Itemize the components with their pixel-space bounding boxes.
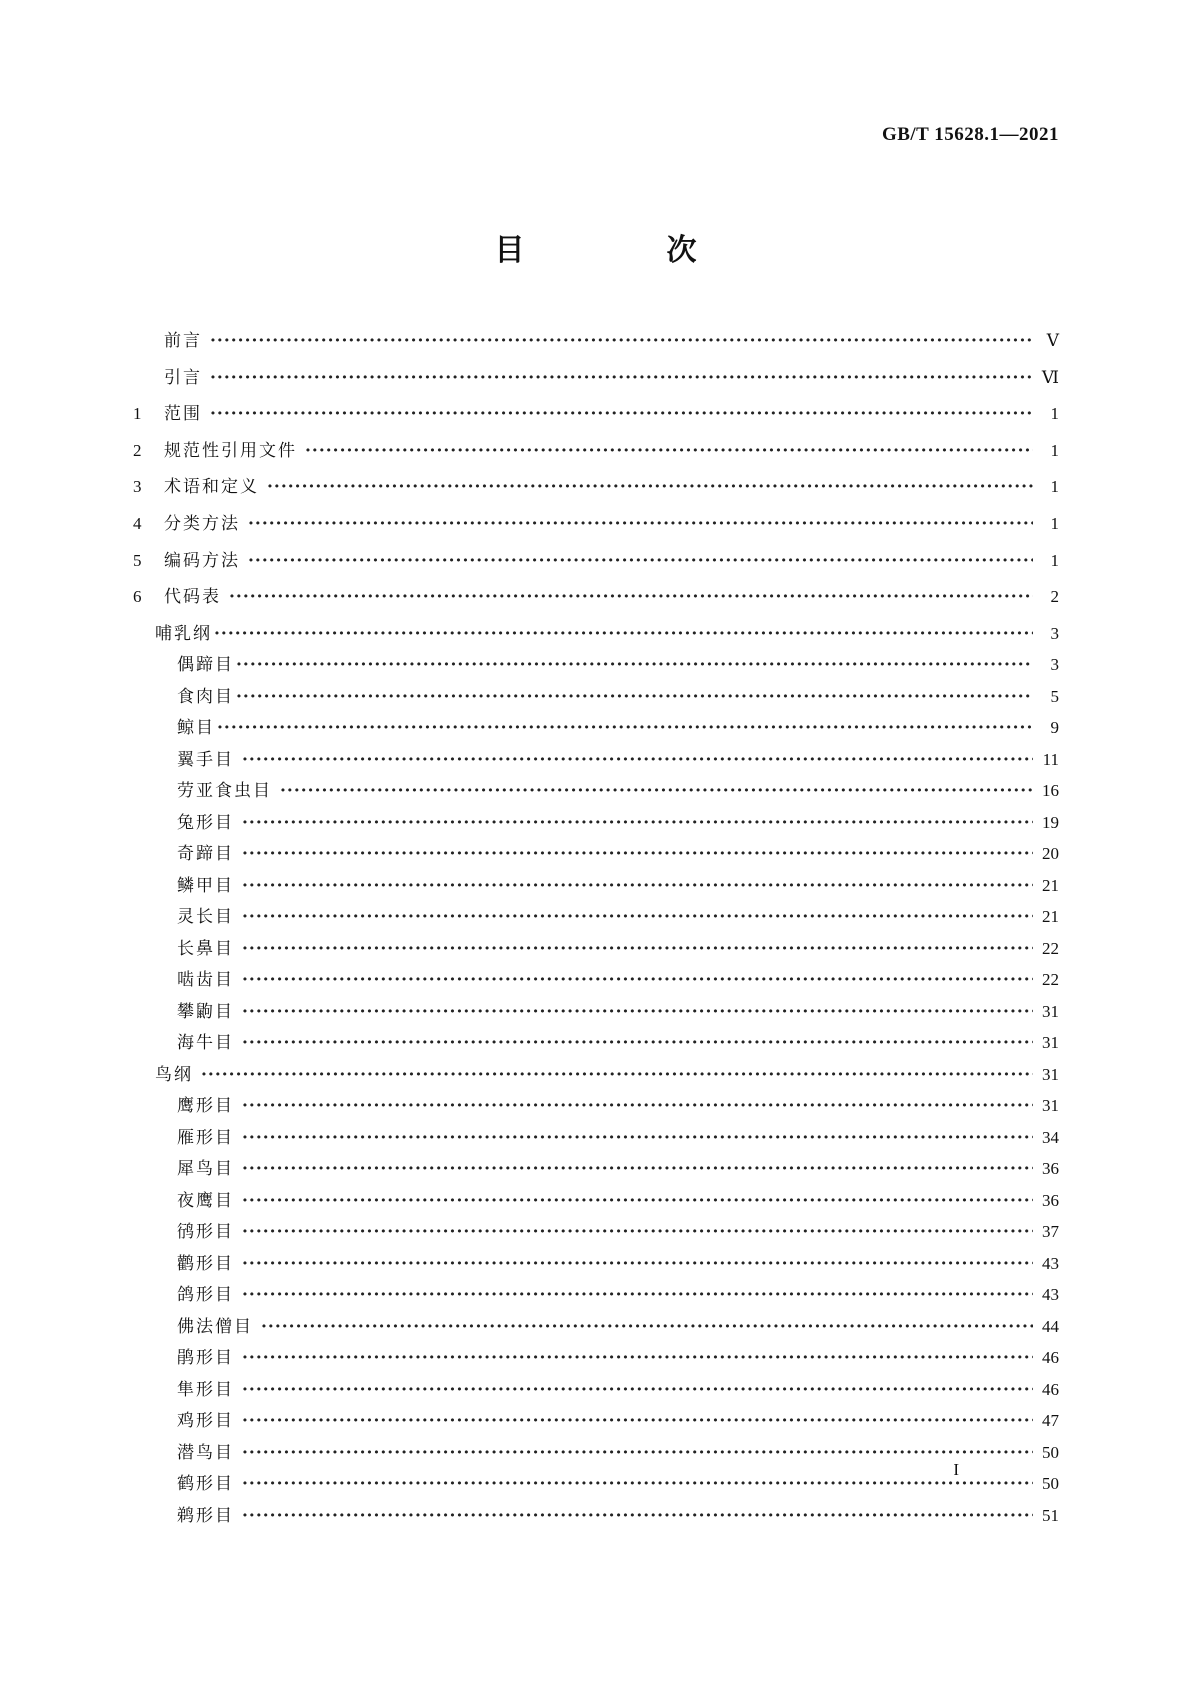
toc-dot-leader — [242, 970, 1033, 990]
toc-entry-label: 食肉目 — [177, 686, 234, 707]
toc-entry[interactable] — [133, 326, 1059, 363]
table-of-contents — [133, 326, 1059, 1532]
toc-entry-page: 46 — [1042, 1379, 1059, 1399]
toc-dot-leader — [242, 1128, 1033, 1148]
toc-dot-leader — [280, 781, 1033, 801]
toc-entry-page: 3 — [1050, 623, 1059, 643]
toc-dot-leader — [242, 876, 1033, 896]
toc-entry-label: 犀鸟目 — [177, 1159, 234, 1180]
toc-dot-leader — [242, 1380, 1033, 1400]
toc-entry-page: 31 — [1042, 1096, 1059, 1116]
toc-entry-page: Ⅵ — [1041, 367, 1059, 387]
toc-dot-leader — [248, 551, 1033, 571]
toc-entry-page: 1 — [1050, 404, 1059, 424]
toc-entry-number: 4 — [133, 513, 142, 533]
toc-dot-leader — [242, 1411, 1033, 1431]
toc-entry-label: 兔形目 — [177, 812, 234, 833]
toc-dot-leader — [201, 1065, 1033, 1085]
toc-dot-leader — [210, 404, 1033, 424]
toc-entry-label: 代码表 — [164, 587, 221, 608]
toc-entry[interactable] — [133, 682, 1059, 714]
toc-dot-leader — [242, 1096, 1033, 1116]
toc-entry-page: 3 — [1050, 655, 1059, 675]
toc-entry[interactable] — [133, 1406, 1059, 1438]
toc-entry[interactable] — [133, 745, 1059, 777]
toc-dot-leader — [242, 1159, 1033, 1179]
toc-entry-page: 31 — [1042, 1001, 1059, 1021]
toc-entry-page: 31 — [1042, 1033, 1059, 1053]
toc-entry[interactable] — [133, 363, 1059, 400]
toc-entry-label: 灵长目 — [177, 907, 234, 928]
toc-dot-leader — [242, 1254, 1033, 1274]
toc-entry-page: 37 — [1042, 1222, 1059, 1242]
toc-entry-page: 22 — [1042, 938, 1059, 958]
toc-dot-leader — [261, 1317, 1033, 1337]
toc-entry-page: 46 — [1042, 1348, 1059, 1368]
toc-dot-leader — [242, 1222, 1033, 1242]
toc-entry-label: 鳞甲目 — [177, 875, 234, 896]
toc-entry-label: 佛法僧目 — [177, 1316, 253, 1337]
toc-entry-label: 夜鹰目 — [177, 1190, 234, 1211]
toc-dot-leader — [210, 331, 1033, 351]
toc-entry[interactable] — [133, 1186, 1059, 1218]
toc-entry-label: 哺乳纲 — [155, 623, 212, 644]
toc-entry[interactable] — [133, 582, 1059, 619]
toc-dot-leader — [236, 655, 1033, 675]
toc-entry-label: 鹈形目 — [177, 1505, 234, 1526]
toc-entry-label: 潜鸟目 — [177, 1442, 234, 1463]
toc-entry-page: 1 — [1050, 513, 1059, 533]
toc-entry-page: 20 — [1042, 844, 1059, 864]
toc-entry-number: 3 — [133, 477, 142, 497]
toc-entry-page: 34 — [1042, 1127, 1059, 1147]
toc-entry-page: 21 — [1042, 907, 1059, 927]
toc-entry[interactable] — [133, 1249, 1059, 1281]
toc-entry-page: 1 — [1050, 477, 1059, 497]
toc-entry[interactable] — [133, 1501, 1059, 1533]
toc-entry-page: 51 — [1042, 1505, 1059, 1525]
toc-entry[interactable] — [133, 871, 1059, 903]
toc-entry-label: 规范性引用文件 — [164, 440, 297, 461]
toc-dot-leader — [217, 718, 1033, 738]
toc-entry-page: 44 — [1042, 1316, 1059, 1336]
toc-entry[interactable] — [133, 1280, 1059, 1312]
toc-dot-leader — [242, 1348, 1033, 1368]
toc-entry[interactable] — [133, 1123, 1059, 1155]
toc-entry[interactable] — [133, 965, 1059, 997]
toc-entry-label: 啮齿目 — [177, 970, 234, 991]
toc-entry-page: 22 — [1042, 970, 1059, 990]
page-number: I — [953, 1460, 959, 1479]
toc-entry-page: Ⅴ — [1046, 331, 1059, 350]
toc-entry-number: 6 — [133, 587, 142, 607]
toc-dot-leader — [214, 624, 1033, 644]
toc-entry[interactable] — [133, 1154, 1059, 1186]
toc-entry-page: 36 — [1042, 1159, 1059, 1179]
toc-entry[interactable] — [133, 1028, 1059, 1060]
toc-entry-label: 奇蹄目 — [177, 844, 234, 865]
standard-number: GB/T 15628.1—2021 — [881, 124, 1059, 145]
toc-entry[interactable] — [133, 1312, 1059, 1344]
toc-entry-label: 范围 — [164, 404, 202, 425]
toc-entry[interactable] — [133, 1438, 1059, 1470]
toc-entry-page: 1 — [1050, 440, 1059, 460]
toc-entry[interactable] — [133, 1217, 1059, 1249]
toc-dot-leader — [229, 587, 1033, 607]
toc-dot-leader — [242, 1443, 1033, 1463]
toc-entry[interactable] — [133, 619, 1059, 651]
toc-entry-label: 劳亚食虫目 — [177, 781, 272, 802]
toc-entry-label: 鸡形目 — [177, 1411, 234, 1432]
toc-entry-label: 鹤形目 — [177, 1474, 234, 1495]
toc-entry[interactable] — [133, 399, 1059, 436]
toc-entry[interactable] — [133, 1060, 1059, 1092]
toc-entry[interactable] — [133, 650, 1059, 682]
toc-dot-leader — [242, 939, 1033, 959]
toc-entry-label: 前言 — [164, 331, 202, 351]
toc-dot-leader — [242, 907, 1033, 927]
toc-entry-page: 16 — [1042, 781, 1059, 801]
toc-dot-leader — [210, 368, 1033, 388]
page-title: 目 次 — [494, 233, 753, 268]
toc-entry-label: 攀鼩目 — [177, 1001, 234, 1022]
toc-entry-label: 鹃形目 — [177, 1348, 234, 1369]
toc-entry[interactable] — [133, 713, 1059, 745]
toc-entry-page: 43 — [1042, 1285, 1059, 1305]
toc-dot-leader — [267, 477, 1033, 497]
toc-entry[interactable] — [133, 902, 1059, 934]
toc-dot-leader — [242, 1506, 1033, 1526]
toc-entry-page: 5 — [1050, 686, 1059, 706]
toc-entry-page: 31 — [1042, 1064, 1059, 1084]
toc-entry-label: 鲸目 — [177, 718, 215, 739]
toc-dot-leader — [242, 813, 1033, 833]
toc-entry[interactable] — [133, 839, 1059, 871]
toc-entry-page: 50 — [1042, 1474, 1059, 1494]
toc-entry[interactable] — [133, 436, 1059, 473]
toc-dot-leader — [242, 844, 1033, 864]
toc-dot-leader — [242, 1033, 1033, 1053]
toc-entry-page: 1 — [1050, 550, 1059, 570]
toc-entry-label: 鸽形目 — [177, 1285, 234, 1306]
toc-entry-label: 鹰形目 — [177, 1096, 234, 1117]
toc-entry-label: 引言 — [164, 367, 202, 388]
toc-entry-page: 43 — [1042, 1253, 1059, 1273]
toc-entry[interactable] — [133, 808, 1059, 840]
toc-entry-page: 36 — [1042, 1190, 1059, 1210]
toc-entry-label: 海牛目 — [177, 1033, 234, 1054]
toc-entry[interactable] — [133, 546, 1059, 583]
toc-entry-page: 21 — [1042, 875, 1059, 895]
toc-dot-leader — [242, 1474, 1033, 1494]
toc-entry-label: 鸻形目 — [177, 1222, 234, 1243]
toc-entry[interactable] — [133, 1469, 1059, 1501]
toc-dot-leader — [236, 687, 1033, 707]
toc-entry-page: 11 — [1042, 749, 1059, 769]
toc-entry-page: 19 — [1042, 812, 1059, 832]
toc-entry-number: 2 — [133, 440, 142, 460]
toc-entry-label: 术语和定义 — [164, 477, 259, 498]
toc-dot-leader — [248, 514, 1033, 534]
toc-entry-label: 长鼻目 — [177, 938, 234, 959]
toc-dot-leader — [242, 1191, 1033, 1211]
toc-entry-page: 50 — [1042, 1442, 1059, 1462]
toc-entry-number: 5 — [133, 550, 142, 570]
toc-entry[interactable] — [133, 776, 1059, 808]
toc-entry[interactable] — [133, 997, 1059, 1029]
toc-entry[interactable] — [133, 934, 1059, 966]
toc-entry-label: 鸟纲 — [155, 1064, 193, 1085]
toc-dot-leader — [242, 750, 1033, 770]
toc-dot-leader — [242, 1002, 1033, 1022]
toc-entry-page: 9 — [1050, 718, 1059, 738]
toc-entry-number: 1 — [133, 404, 142, 424]
toc-entry[interactable] — [133, 472, 1059, 509]
toc-entry[interactable] — [133, 1375, 1059, 1407]
toc-entry-page: 47 — [1042, 1411, 1059, 1431]
toc-dot-leader — [242, 1285, 1033, 1305]
toc-entry-label: 偶蹄目 — [177, 655, 234, 676]
toc-entry-label: 雁形目 — [177, 1127, 234, 1148]
toc-entry-label: 分类方法 — [164, 513, 240, 534]
toc-entry[interactable] — [133, 1343, 1059, 1375]
toc-dot-leader — [305, 441, 1033, 461]
toc-entry-label: 鹳形目 — [177, 1253, 234, 1274]
toc-entry[interactable] — [133, 509, 1059, 546]
toc-entry-page: 2 — [1050, 587, 1059, 607]
toc-entry-label: 隼形目 — [177, 1379, 234, 1400]
toc-entry-label: 编码方法 — [164, 550, 240, 571]
toc-entry-label: 翼手目 — [177, 749, 234, 770]
toc-entry[interactable] — [133, 1091, 1059, 1123]
